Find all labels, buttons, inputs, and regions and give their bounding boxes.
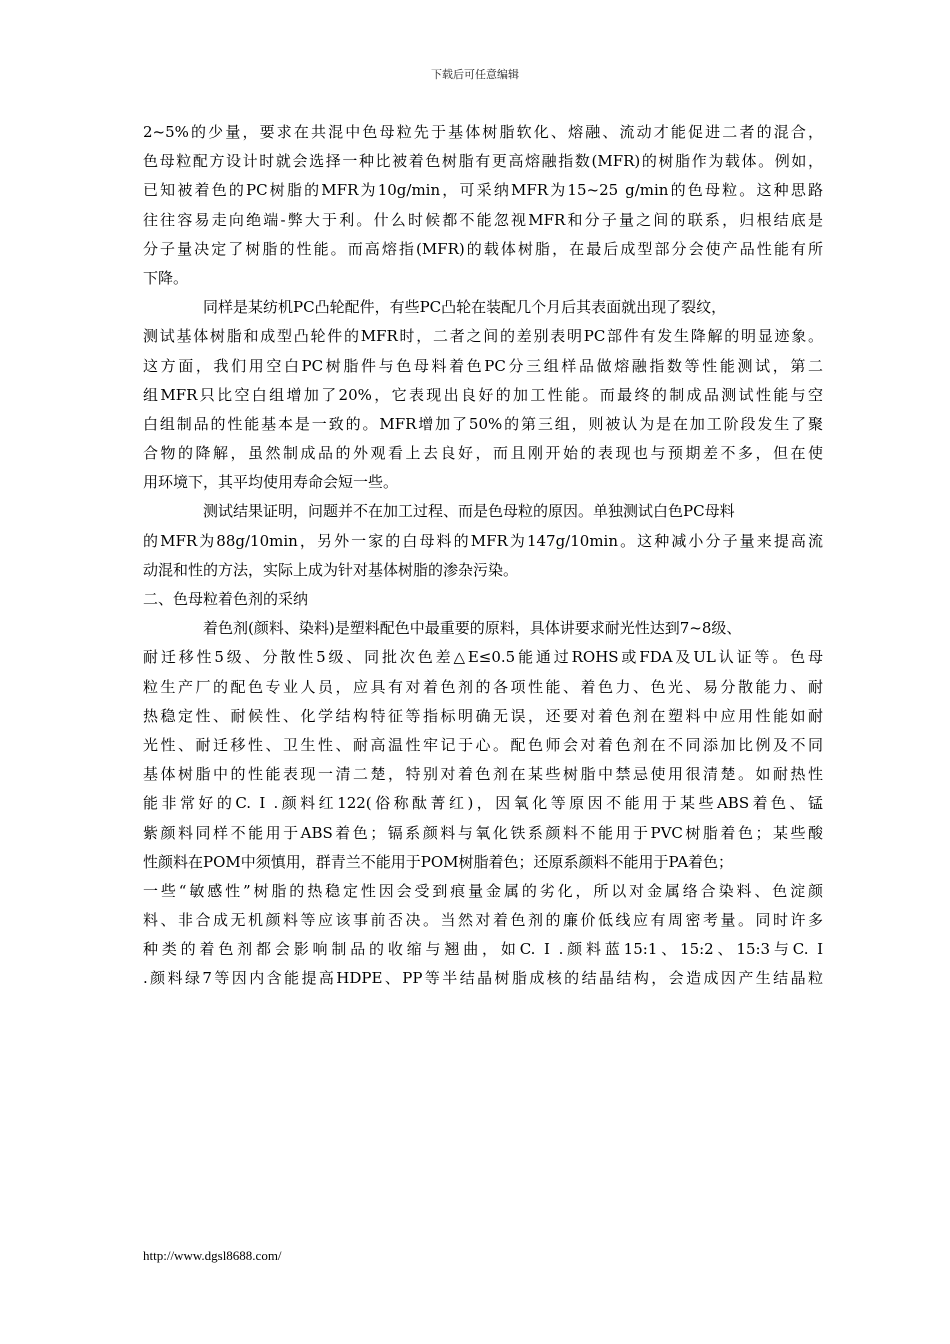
- text-line: 种类的着色剂都会影响制品的收缩与翘曲，如C. I .颜料蓝15:1、15:2、15:3与C. I: [143, 940, 823, 959]
- text-line: 2~5%的少量，要求在共混中色母粒先于基体树脂软化、熔融、流动才能促进二者的混合，: [143, 123, 823, 141]
- text-line: 下降。: [143, 268, 189, 287]
- text-line: 已知被着色的PC树脂的MFR为10g/min，可采纳MFR为15~25 g/min的色母粒。这种思路: [143, 181, 823, 200]
- text-line: .颜料绿7等因内含能提高HDPE、PP等半结晶树脂成核的结晶结构，会造成因产生结晶粒: [143, 969, 823, 988]
- text-line: 光性、耐迁移性、卫生性、耐高温性牢记于心。配色师会对着色剂在不同添加比例及不同: [143, 735, 823, 754]
- text-line: 白组制品的性能基本是一致的。MFR增加了50%的第三组，则被认为是在加工阶段发生了聚: [143, 414, 823, 433]
- page-header: 下载后可任意编辑: [431, 68, 519, 81]
- paragraph-first-line: 着色剂(颜料、染料)是塑料配色中最重要的原料，具体讲要求耐光性达到7~8级、: [203, 619, 742, 638]
- footer-url: http://www.dgsl8688.com/: [143, 1248, 282, 1263]
- text-line: 耐迁移性5级、分散性5级、同批次色差△E≤0.5能通过ROHS或FDA及UL认证等。色母: [143, 648, 823, 667]
- text-line: 的MFR为88g/10min，另外一家的白母料的MFR为147g/10min。这种减小分子量来提高流: [143, 531, 823, 550]
- text-line: 组MFR只比空白组增加了20%，它表现出良好的加工性能。而最终的制成品测试性能与空: [143, 385, 823, 404]
- text-line: 热稳定性、耐候性、化学结构特征等指标明确无误，还要对着色剂在塑料中应用性能如耐: [143, 706, 823, 725]
- text-line: 基体树脂中的性能表现一清二楚，特别对着色剂在某些树脂中禁忌使用很清楚。如耐热性: [143, 765, 823, 784]
- text-line: 能非常好的C. I .颜料红122(俗称酞菁红)，因氧化等原因不能用于某些ABS着色、锰: [143, 794, 823, 813]
- text-line: 往往容易走向绝端-弊大于利。什么时候都不能忽视MFR和分子量之间的联系，归根结底是: [143, 210, 823, 229]
- text-line: 分子量决定了树脂的性能。而高熔指(MFR)的载体树脂，在最后成型部分会使产品性能有所: [143, 239, 823, 258]
- paragraph-first-line: 同样是某纺机PC凸轮配件，有些PC凸轮在装配几个月后其表面就出现了裂纹，: [203, 298, 727, 317]
- text-line: 用环境下，其平均使用寿命会短一些。: [143, 473, 399, 492]
- text-line: 合物的降解，虽然制成品的外观看上去良好，而且刚开始的表现也与预期差不多，但在使: [143, 444, 823, 463]
- paragraph-first-line: 测试结果证明，问题并不在加工过程、而是色母粒的原因。单独测试白色PC母料: [203, 502, 735, 521]
- text-line: 一些“敏感性”树脂的热稳定性因会受到痕量金属的劣化，所以对金属络合染料、色淀颜: [143, 881, 823, 900]
- text-line: 紫颜料同样不能用于ABS着色；镉系颜料与氧化铁系颜料不能用于PVC树脂着色；某些酸: [143, 823, 823, 842]
- text-line: 动混和性的方法，实际上成为针对基体树脂的渗杂污染。: [143, 560, 519, 579]
- text-line: 这方面，我们用空白PC树脂件与色母料着色PC分三组样品做熔融指数等性能测试，第二: [143, 356, 823, 375]
- text-line: 粒生产厂的配色专业人员，应具有对着色剂的各项性能、着色力、色光、易分散能力、耐: [143, 677, 823, 696]
- text-line: 色母粒配方设计时就会选择一种比被着色树脂有更高熔融指数(MFR)的树脂作为载体。例如，: [143, 152, 823, 171]
- text-line: 测试基体树脂和成型凸轮件的MFR时，二者之间的差别表明PC部件有发生降解的明显迹象。: [143, 327, 823, 346]
- text-line: 料、非合成无机颜料等应该事前否决。当然对着色剂的廉价低线应有周密考量。同时许多: [143, 911, 823, 930]
- text-line: 性颜料在POM中须慎用，群青兰不能用于POM树脂着色；还原系颜料不能用于PA着色；: [143, 852, 734, 871]
- section-heading: 二、色母粒着色剂的采纳: [143, 590, 309, 608]
- document-body: [143, 118, 823, 994]
